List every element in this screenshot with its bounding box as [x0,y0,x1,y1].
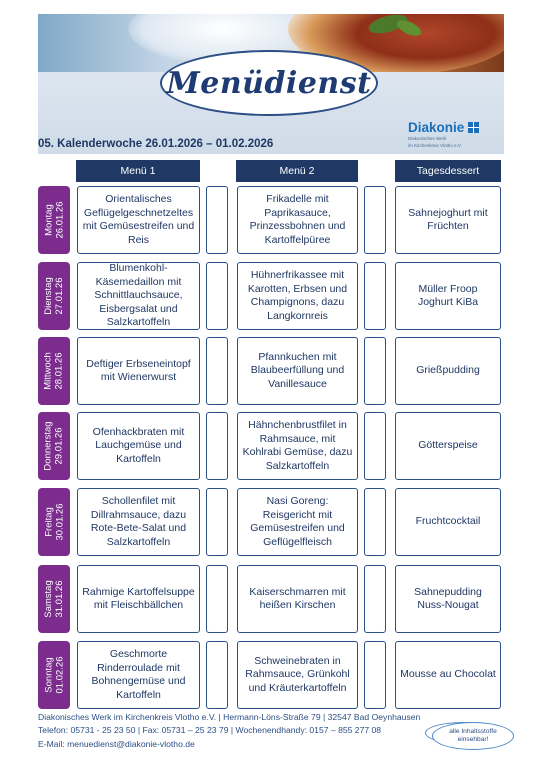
day-name: Dienstag [43,277,54,315]
day-label [38,262,70,330]
menu2-order-box[interactable] [364,412,386,480]
day-label [38,186,70,254]
week-heading: 05. Kalenderwoche 26.01.2026 – 01.02.2026 [38,138,274,150]
day-name: Sonntag [43,657,55,693]
menu1-cell: Rahmige Kartoffelsuppe mit Fleischbällchen [77,565,200,633]
day-name: Donnerstag [43,421,54,471]
menu2-cell: Kaiserschmarren mit heißen Kirschen [237,565,358,633]
menu2-order-box[interactable] [364,641,386,709]
menu1-cell: Orientalisches Geflügelgeschnetzeltes mit Gemüsestreifen und Reis [77,186,200,254]
dessert-cell: Sahnepudding Nuss-Nougat [395,565,501,633]
day-label [38,412,70,480]
day-label [38,488,70,556]
day-date: 27.01.26 [54,277,65,315]
menu1-order-box[interactable] [206,565,228,633]
day-date: 30.01.26 [54,503,66,541]
day-label [38,565,70,633]
dessert-cell: Sahnejoghurt mit Früchten [395,186,501,254]
menu1-order-box[interactable] [206,641,228,709]
menu2-cell: Hähnchenbrustfilet in Rahmsauce, mit Kohlrabi Gemüse, dazu Salzkartoffeln [237,412,358,480]
menu2-cell: Pfannkuchen mit Blaubeerfüllung und Vanillesauce [237,337,358,405]
menu1-order-box[interactable] [206,412,228,480]
day-name: Montag [43,204,55,236]
day-name: Freitag [43,507,55,537]
footer-email[interactable]: E-Mail: menuedienst@diakonie-vlotho.de [38,738,195,749]
column-header-menu1: Menü 1 [76,160,200,182]
menu1-cell: Schollenfilet mit Dillrahmsauce, dazu Rote-Bete-Salat und Salzkartoffeln [77,488,200,556]
menu2-cell: Schweinebraten in Rahmsauce, Grünkohl und Kräuterkartoffeln [237,641,358,709]
day-date: 26.01.26 [54,201,66,239]
page-title: Menüdienst [166,65,372,101]
dessert-cell: Fruchtcocktail [395,488,501,556]
logo-subtitle-2: im Kirchenkreis Vlotho e.V. [408,142,462,148]
title-badge [160,50,378,116]
dessert-cell: Götterspeise [395,412,501,480]
cross-icon [468,122,479,133]
menu1-order-box[interactable] [206,337,228,405]
menu1-order-box[interactable] [206,488,228,556]
footer-address: Diakonisches Werk im Kirchenkreis Vlotho e.V. | Hermann-Löns-Straße 79 | 32547 Bad Oeynhausen [38,712,421,722]
menu1-cell: Blumenkohl-Käsemedaillon mit Schnittlauchsauce, Eisbergsalat und Salzkartoffeln [77,262,200,330]
dessert-cell: Grießpudding [395,337,501,405]
day-name: Samstag [43,580,54,618]
logo-name: Diakonie [408,120,465,135]
info-cloud [432,722,514,750]
cloud-note: alle Inhaltsstoffe einsehbar! [449,728,497,743]
day-label [38,641,70,709]
day-name: Mittwoch [43,352,55,390]
menu1-cell: Ofenhackbraten mit Lauchgemüse und Kartoffeln [77,412,200,480]
menu2-order-box[interactable] [364,262,386,330]
day-date: 29.01.26 [54,427,65,465]
menu2-order-box[interactable] [364,337,386,405]
day-label [38,337,70,405]
menu1-cell: Geschmorte Rinderroulade mit Bohnengemüse und Kartoffeln [77,641,200,709]
footer-phone: Telefon: 05731 - 25 23 50 | Fax: 05731 – 25 23 79 | Wochenendhandy: 0157 – 855 277 08 [38,725,382,736]
menu2-order-box[interactable] [364,565,386,633]
menu2-cell: Frikadelle mit Paprikasauce, Prinzessbohnen und Kartoffelpüree [237,186,358,254]
diakonie-logo [408,120,479,148]
dessert-cell: Mousse au Chocolat [395,641,501,709]
menu2-cell: Hühnerfrikassee mit Karotten, Erbsen und Champignons, dazu Langkornreis [237,262,358,330]
menu1-order-box[interactable] [206,186,228,254]
column-header-dessert: Tagesdessert [395,160,501,182]
menu1-order-box[interactable] [206,262,228,330]
day-date: 31.01.26 [54,580,65,618]
footer-contact [38,711,420,751]
day-date: 01.02.26 [54,656,66,694]
column-header-menu2: Menü 2 [236,160,358,182]
menu1-cell: Deftiger Erbseneintopf mit Wienerwurst [77,337,200,405]
day-date: 28.01.26 [54,352,66,390]
dessert-cell: Müller Froop Joghurt KiBa [395,262,501,330]
menu2-cell: Nasi Goreng: Reisgericht mit Gemüsestreifen und Geflügelfleisch [237,488,358,556]
logo-subtitle-1: Diakonisches Werk [408,136,447,141]
menu2-order-box[interactable] [364,488,386,556]
menu2-order-box[interactable] [364,186,386,254]
